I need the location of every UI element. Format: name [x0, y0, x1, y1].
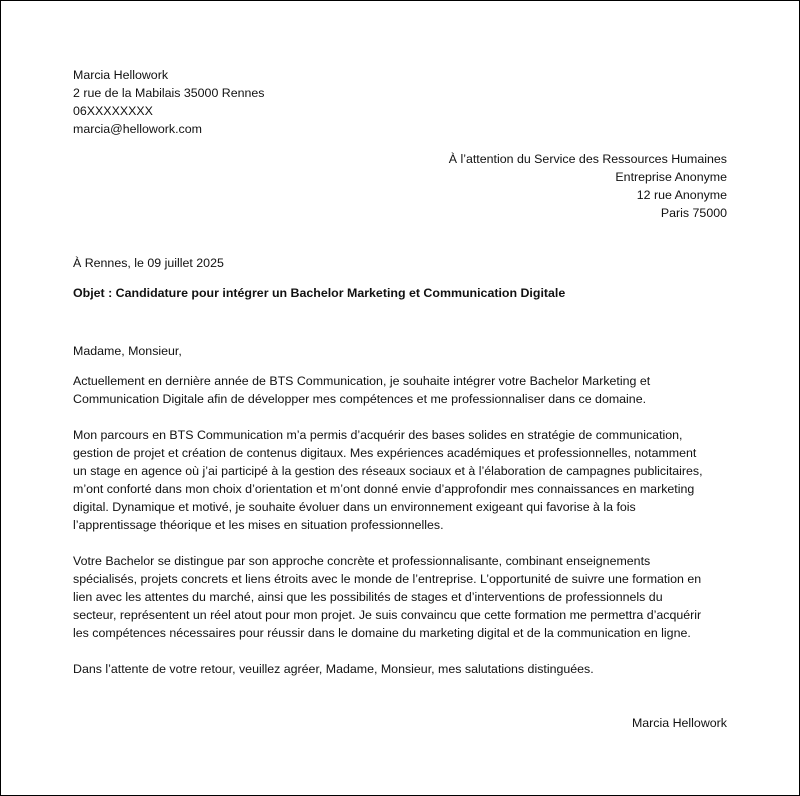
paragraph-line: secteur, représentent un réel atout pour mon projet. Je suis convaincu que cette formation me permettra d’acquérir — [73, 608, 702, 622]
sender-name: Marcia Hellowork — [73, 68, 169, 82]
paragraph-background — [73, 426, 733, 534]
paragraph-introduction — [73, 372, 733, 408]
paragraph-line: Actuellement en dernière année de BTS Communication, je souhaite intégrer votre Bachelor Marketing et — [73, 374, 651, 388]
closing-formula: Dans l’attente de votre retour, veuillez agréer, Madame, Monsieur, mes salutations distinguées. — [73, 662, 594, 676]
letter-greeting: Madame, Monsieur, — [73, 344, 182, 358]
letter-date: À Rennes, le 09 juillet 2025 — [73, 256, 224, 270]
paragraph-line: lien avec les attentes du marché, ainsi que les possibilités de stages et d’interventions de professionnels du — [73, 590, 663, 604]
paragraph-line: digital. Dynamique et motivé, je souhaite évoluer dans un environnement exigeant qui favorise à la fois — [73, 500, 636, 514]
paragraph-line: les compétences nécessaires pour réussir dans le domaine du marketing digital et de la communication en ligne. — [73, 626, 691, 640]
recipient-block — [449, 150, 727, 222]
paragraph-line: spécialisés, projets concrets et liens étroits avec le monde de l’entreprise. L’opportunité de suivre une formation en — [73, 572, 702, 586]
letter-subject: Objet : Candidature pour intégrer un Bachelor Marketing et Communication Digitale — [73, 286, 566, 300]
recipient-company: Entreprise Anonyme — [615, 170, 727, 184]
paragraph-line: l’apprentissage théorique et les mises en situation professionnelles. — [73, 518, 444, 532]
paragraph-line: Mon parcours en BTS Communication m’a permis d’acquérir des bases solides en stratégie de communication, — [73, 428, 683, 442]
paragraph-motivation — [73, 552, 733, 642]
recipient-attention: À l’attention du Service des Ressources Humaines — [448, 152, 727, 166]
paragraph-line: Communication Digitale afin de développer mes compétences et me professionnaliser dans ce domaine. — [73, 392, 647, 406]
paragraph-line: gestion de projet et création de contenus digitaux. Mes expériences académiques et professionnelles, notamment — [73, 446, 697, 460]
paragraph-line: un stage en agence où j’ai participé à la gestion des réseaux sociaux et à l’élaboration de campagnes publicitaires, — [73, 464, 703, 478]
paragraph-line: Votre Bachelor se distingue par son approche concrète et professionnalisante, combinant enseignements — [73, 554, 651, 568]
signature: Marcia Hellowork — [631, 716, 727, 730]
sender-address: 2 rue de la Mabilais 35000 Rennes — [73, 86, 265, 100]
sender-phone: 06XXXXXXXX — [73, 104, 153, 118]
recipient-street: 12 rue Anonyme — [636, 188, 727, 202]
paragraph-line: m’ont conforté dans mon choix d’orientation et m’ont donné envie d’approfondir mes connaissances en marketing — [73, 482, 695, 496]
recipient-city: Paris 75000 — [660, 206, 727, 220]
sender-email: marcia@hellowork.com — [73, 122, 202, 136]
sender-block — [73, 66, 265, 138]
